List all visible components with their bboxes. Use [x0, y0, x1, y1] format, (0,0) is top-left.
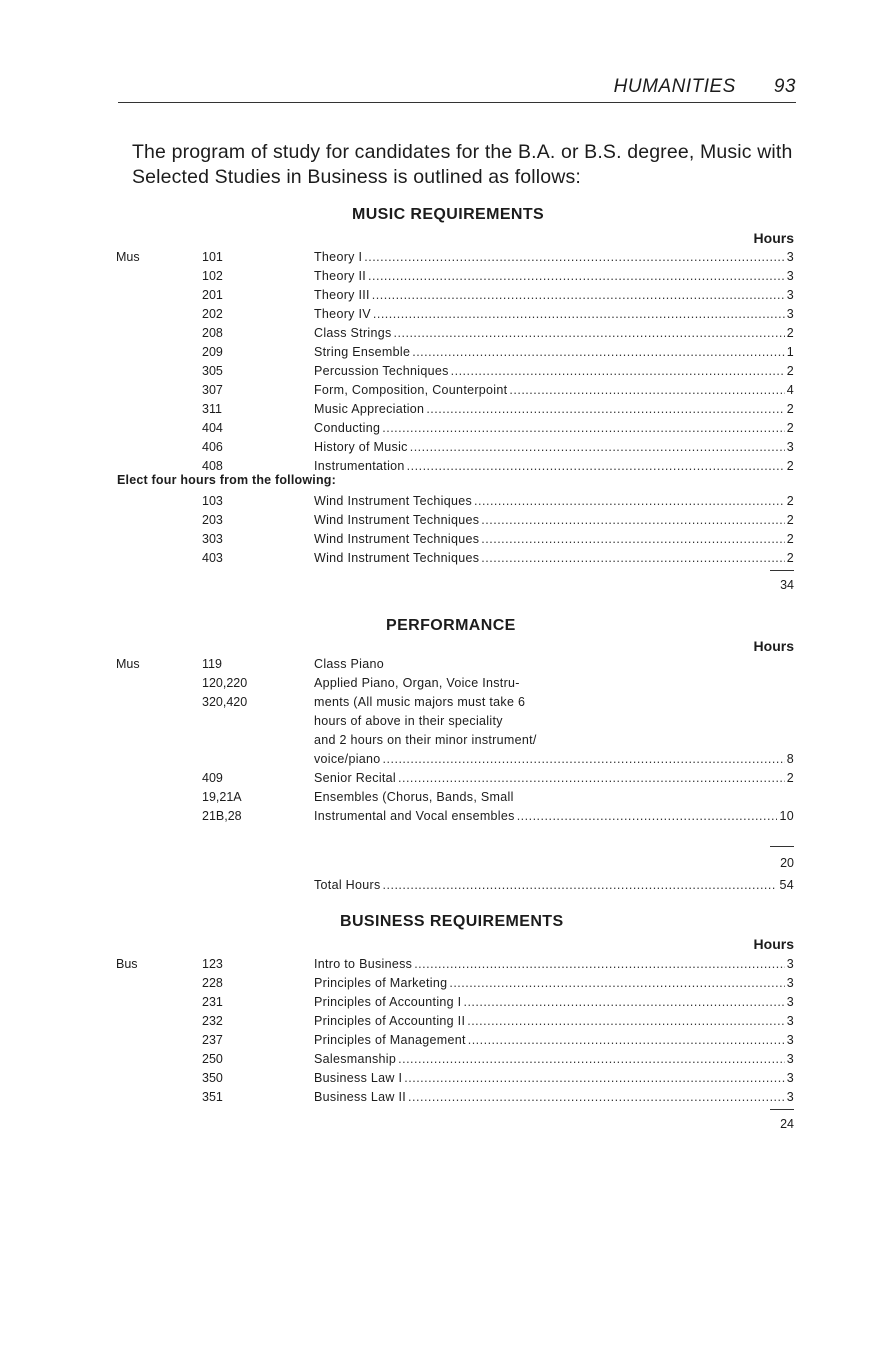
- course-leader: [314, 362, 794, 381]
- course-row: [0, 1088, 876, 1107]
- course-number: 303: [202, 532, 223, 546]
- course-leader: [314, 492, 794, 511]
- course-title: Principles of Accounting I: [314, 995, 462, 1009]
- course-row: [0, 693, 876, 712]
- elective-instruction: Elect four hours from the following:: [117, 473, 336, 487]
- music-hours-header: Hours: [753, 230, 794, 246]
- course-row: [0, 549, 876, 568]
- course-text: ments (All music majors must take 6: [314, 695, 526, 709]
- course-number: 208: [202, 326, 223, 340]
- performance-subtotal: 20: [780, 856, 794, 870]
- course-hours: 8: [786, 752, 794, 766]
- course-row: [0, 267, 876, 286]
- course-number: 231: [202, 995, 223, 1009]
- course-row: [0, 1050, 876, 1069]
- course-hours: 10: [779, 809, 794, 823]
- course-row: [0, 955, 876, 974]
- course-hours: 3: [786, 1014, 794, 1028]
- course-text: Ensembles (Chorus, Bands, Small: [314, 790, 514, 804]
- course-title: History of Music: [314, 440, 408, 454]
- course-leader: [314, 248, 794, 267]
- course-title: Conducting: [314, 421, 381, 435]
- course-title: Wind Instrument Techniques: [314, 513, 480, 527]
- course-row: [0, 286, 876, 305]
- course-hours: 2: [786, 532, 794, 546]
- course-row: [0, 343, 876, 362]
- course-title: Wind Instrument Techniques: [314, 532, 480, 546]
- course-number: 228: [202, 976, 223, 990]
- course-number: 305: [202, 364, 223, 378]
- course-title: Principles of Marketing: [314, 976, 448, 990]
- course-row: [0, 400, 876, 419]
- course-number: 311: [202, 402, 222, 416]
- course-title: Principles of Management: [314, 1033, 466, 1047]
- course-hours: 2: [786, 771, 794, 785]
- course-number: 102: [202, 269, 223, 283]
- course-row: [0, 438, 876, 457]
- course-leader: [314, 1050, 794, 1069]
- business-hours-header: Hours: [753, 936, 794, 952]
- course-hours: 3: [786, 976, 794, 990]
- course-leader: [314, 1088, 794, 1107]
- course-leader: [314, 1012, 794, 1031]
- course-title: Wind Instrument Techniques: [314, 551, 480, 565]
- course-title: Music Appreciation: [314, 402, 425, 416]
- course-title: Theory I: [314, 250, 363, 264]
- course-row: [0, 731, 876, 750]
- business-requirements-title: BUSINESS REQUIREMENTS: [340, 913, 564, 930]
- course-leader: [314, 750, 794, 769]
- course-title: Class Strings: [314, 326, 392, 340]
- course-number: 403: [202, 551, 223, 565]
- performance-hours-header: Hours: [753, 638, 794, 654]
- course-leader: [314, 807, 794, 826]
- course-number: 123: [202, 957, 223, 971]
- course-row: [0, 511, 876, 530]
- course-row: [0, 305, 876, 324]
- dept-prefix: Mus: [116, 250, 140, 264]
- course-title: Intro to Business: [314, 957, 413, 971]
- subtotal-rule: [770, 846, 794, 847]
- course-row: [0, 324, 876, 343]
- course-number: 350: [202, 1071, 223, 1085]
- course-number: 21B,28: [202, 809, 242, 823]
- course-number: 307: [202, 383, 223, 397]
- course-leader: [314, 305, 794, 324]
- course-title: Theory IV: [314, 307, 371, 321]
- course-text: Class Piano: [314, 657, 384, 671]
- course-row: [0, 769, 876, 788]
- running-head-title: HUMANITIES: [613, 76, 736, 97]
- course-row: [0, 1031, 876, 1050]
- course-title: Percussion Techniques: [314, 364, 449, 378]
- course-title: Theory III: [314, 288, 370, 302]
- course-number: 404: [202, 421, 223, 435]
- course-hours: 3: [786, 1071, 794, 1085]
- course-row: [0, 492, 876, 511]
- course-hours: 4: [786, 383, 794, 397]
- course-hours: 2: [786, 326, 794, 340]
- course-hours: 2: [786, 494, 794, 508]
- course-hours: 3: [786, 1052, 794, 1066]
- course-number: 237: [202, 1033, 223, 1047]
- subtotal-rule: [770, 570, 794, 571]
- course-hours: 3: [786, 269, 794, 283]
- course-leader: [314, 438, 794, 457]
- course-row: [0, 807, 876, 826]
- total-hours-label: Total Hours: [314, 878, 381, 892]
- course-row: [0, 750, 876, 769]
- course-number: 201: [202, 288, 223, 302]
- course-text: and 2 hours on their minor instrument/: [314, 733, 537, 747]
- course-leader: [314, 343, 794, 362]
- course-leader: [314, 381, 794, 400]
- course-title: Wind Instrument Techiques: [314, 494, 473, 508]
- course-number: 351: [202, 1090, 223, 1104]
- course-hours: 3: [786, 957, 794, 971]
- course-row: [0, 419, 876, 438]
- course-title: Principles of Accounting II: [314, 1014, 466, 1028]
- course-title: Business Law II: [314, 1090, 407, 1104]
- course-leader: [314, 876, 794, 895]
- business-subtotal: 24: [780, 1117, 794, 1131]
- course-leader: [314, 530, 794, 549]
- dept-prefix: Mus: [116, 657, 140, 671]
- course-text: hours of above in their speciality: [314, 714, 503, 728]
- course-number: 408: [202, 459, 223, 473]
- course-number: 101: [202, 250, 223, 264]
- course-hours: 2: [786, 513, 794, 527]
- course-row: [0, 1012, 876, 1031]
- course-leader: [314, 511, 794, 530]
- running-head: [118, 76, 796, 103]
- music-requirements-title: MUSIC REQUIREMENTS: [352, 206, 545, 223]
- course-row: [0, 712, 876, 731]
- dept-prefix: Bus: [116, 957, 138, 971]
- course-leader: [314, 993, 794, 1012]
- course-hours: 3: [786, 250, 794, 264]
- subtotal-rule: [770, 1109, 794, 1110]
- course-leader: [314, 769, 794, 788]
- course-row: [0, 674, 876, 693]
- course-title: Instrumental and Vocal ensembles: [314, 809, 515, 823]
- course-text: Applied Piano, Organ, Voice Instru-: [314, 676, 520, 690]
- course-hours: 2: [786, 421, 794, 435]
- course-number: 320,420: [202, 695, 248, 709]
- course-row: [0, 248, 876, 267]
- course-leader: [314, 549, 794, 568]
- course-number: 203: [202, 513, 223, 527]
- course-hours: 3: [786, 307, 794, 321]
- course-leader: [314, 267, 794, 286]
- course-hours: 3: [786, 1033, 794, 1047]
- course-row: [0, 993, 876, 1012]
- course-row: [0, 655, 876, 674]
- page-number: 93: [773, 76, 796, 97]
- course-number: 232: [202, 1014, 223, 1028]
- course-number: 406: [202, 440, 223, 454]
- total-hours-row: [0, 876, 876, 895]
- course-row: [0, 362, 876, 381]
- course-hours: 2: [786, 402, 794, 416]
- course-title: Theory II: [314, 269, 367, 283]
- performance-title: PERFORMANCE: [386, 617, 516, 634]
- course-row: [0, 1069, 876, 1088]
- course-hours: 3: [786, 288, 794, 302]
- course-hours: 3: [786, 1090, 794, 1104]
- course-leader: [314, 324, 794, 343]
- course-number: 119: [202, 657, 222, 671]
- course-number: 209: [202, 345, 223, 359]
- course-row: [0, 530, 876, 549]
- course-leader: [314, 955, 794, 974]
- course-row: [0, 788, 876, 807]
- music-subtotal: 34: [780, 578, 794, 592]
- total-hours-value: 54: [779, 878, 794, 892]
- course-hours: 2: [786, 364, 794, 378]
- course-number: 409: [202, 771, 223, 785]
- course-hours: 2: [786, 551, 794, 565]
- course-leader: [314, 419, 794, 438]
- course-number: 19,21A: [202, 790, 242, 804]
- course-number: 120,220: [202, 676, 248, 690]
- course-leader: [314, 1031, 794, 1050]
- course-title: Instrumentation: [314, 459, 405, 473]
- course-hours: 3: [786, 995, 794, 1009]
- course-title: Salesmanship: [314, 1052, 397, 1066]
- course-leader: [314, 1069, 794, 1088]
- course-number: 202: [202, 307, 223, 321]
- course-leader: [314, 457, 794, 476]
- course-title: String Ensemble: [314, 345, 411, 359]
- course-leader: [314, 286, 794, 305]
- course-leader: [314, 400, 794, 419]
- course-row: [0, 974, 876, 993]
- course-title: Senior Recital: [314, 771, 397, 785]
- course-number: 103: [202, 494, 223, 508]
- course-row: [0, 381, 876, 400]
- course-hours: 1: [786, 345, 794, 359]
- course-hours: 3: [786, 440, 794, 454]
- course-title: Form, Composition, Counterpoint: [314, 383, 508, 397]
- course-leader: [314, 974, 794, 993]
- intro-paragraph: The program of study for candidates for the B.A. or B.S. degree, Music with Selected Studies in Business is outlined as follows:: [132, 141, 793, 188]
- course-title: voice/piano: [314, 752, 381, 766]
- course-hours: 2: [786, 459, 794, 473]
- course-number: 250: [202, 1052, 223, 1066]
- course-title: Business Law I: [314, 1071, 403, 1085]
